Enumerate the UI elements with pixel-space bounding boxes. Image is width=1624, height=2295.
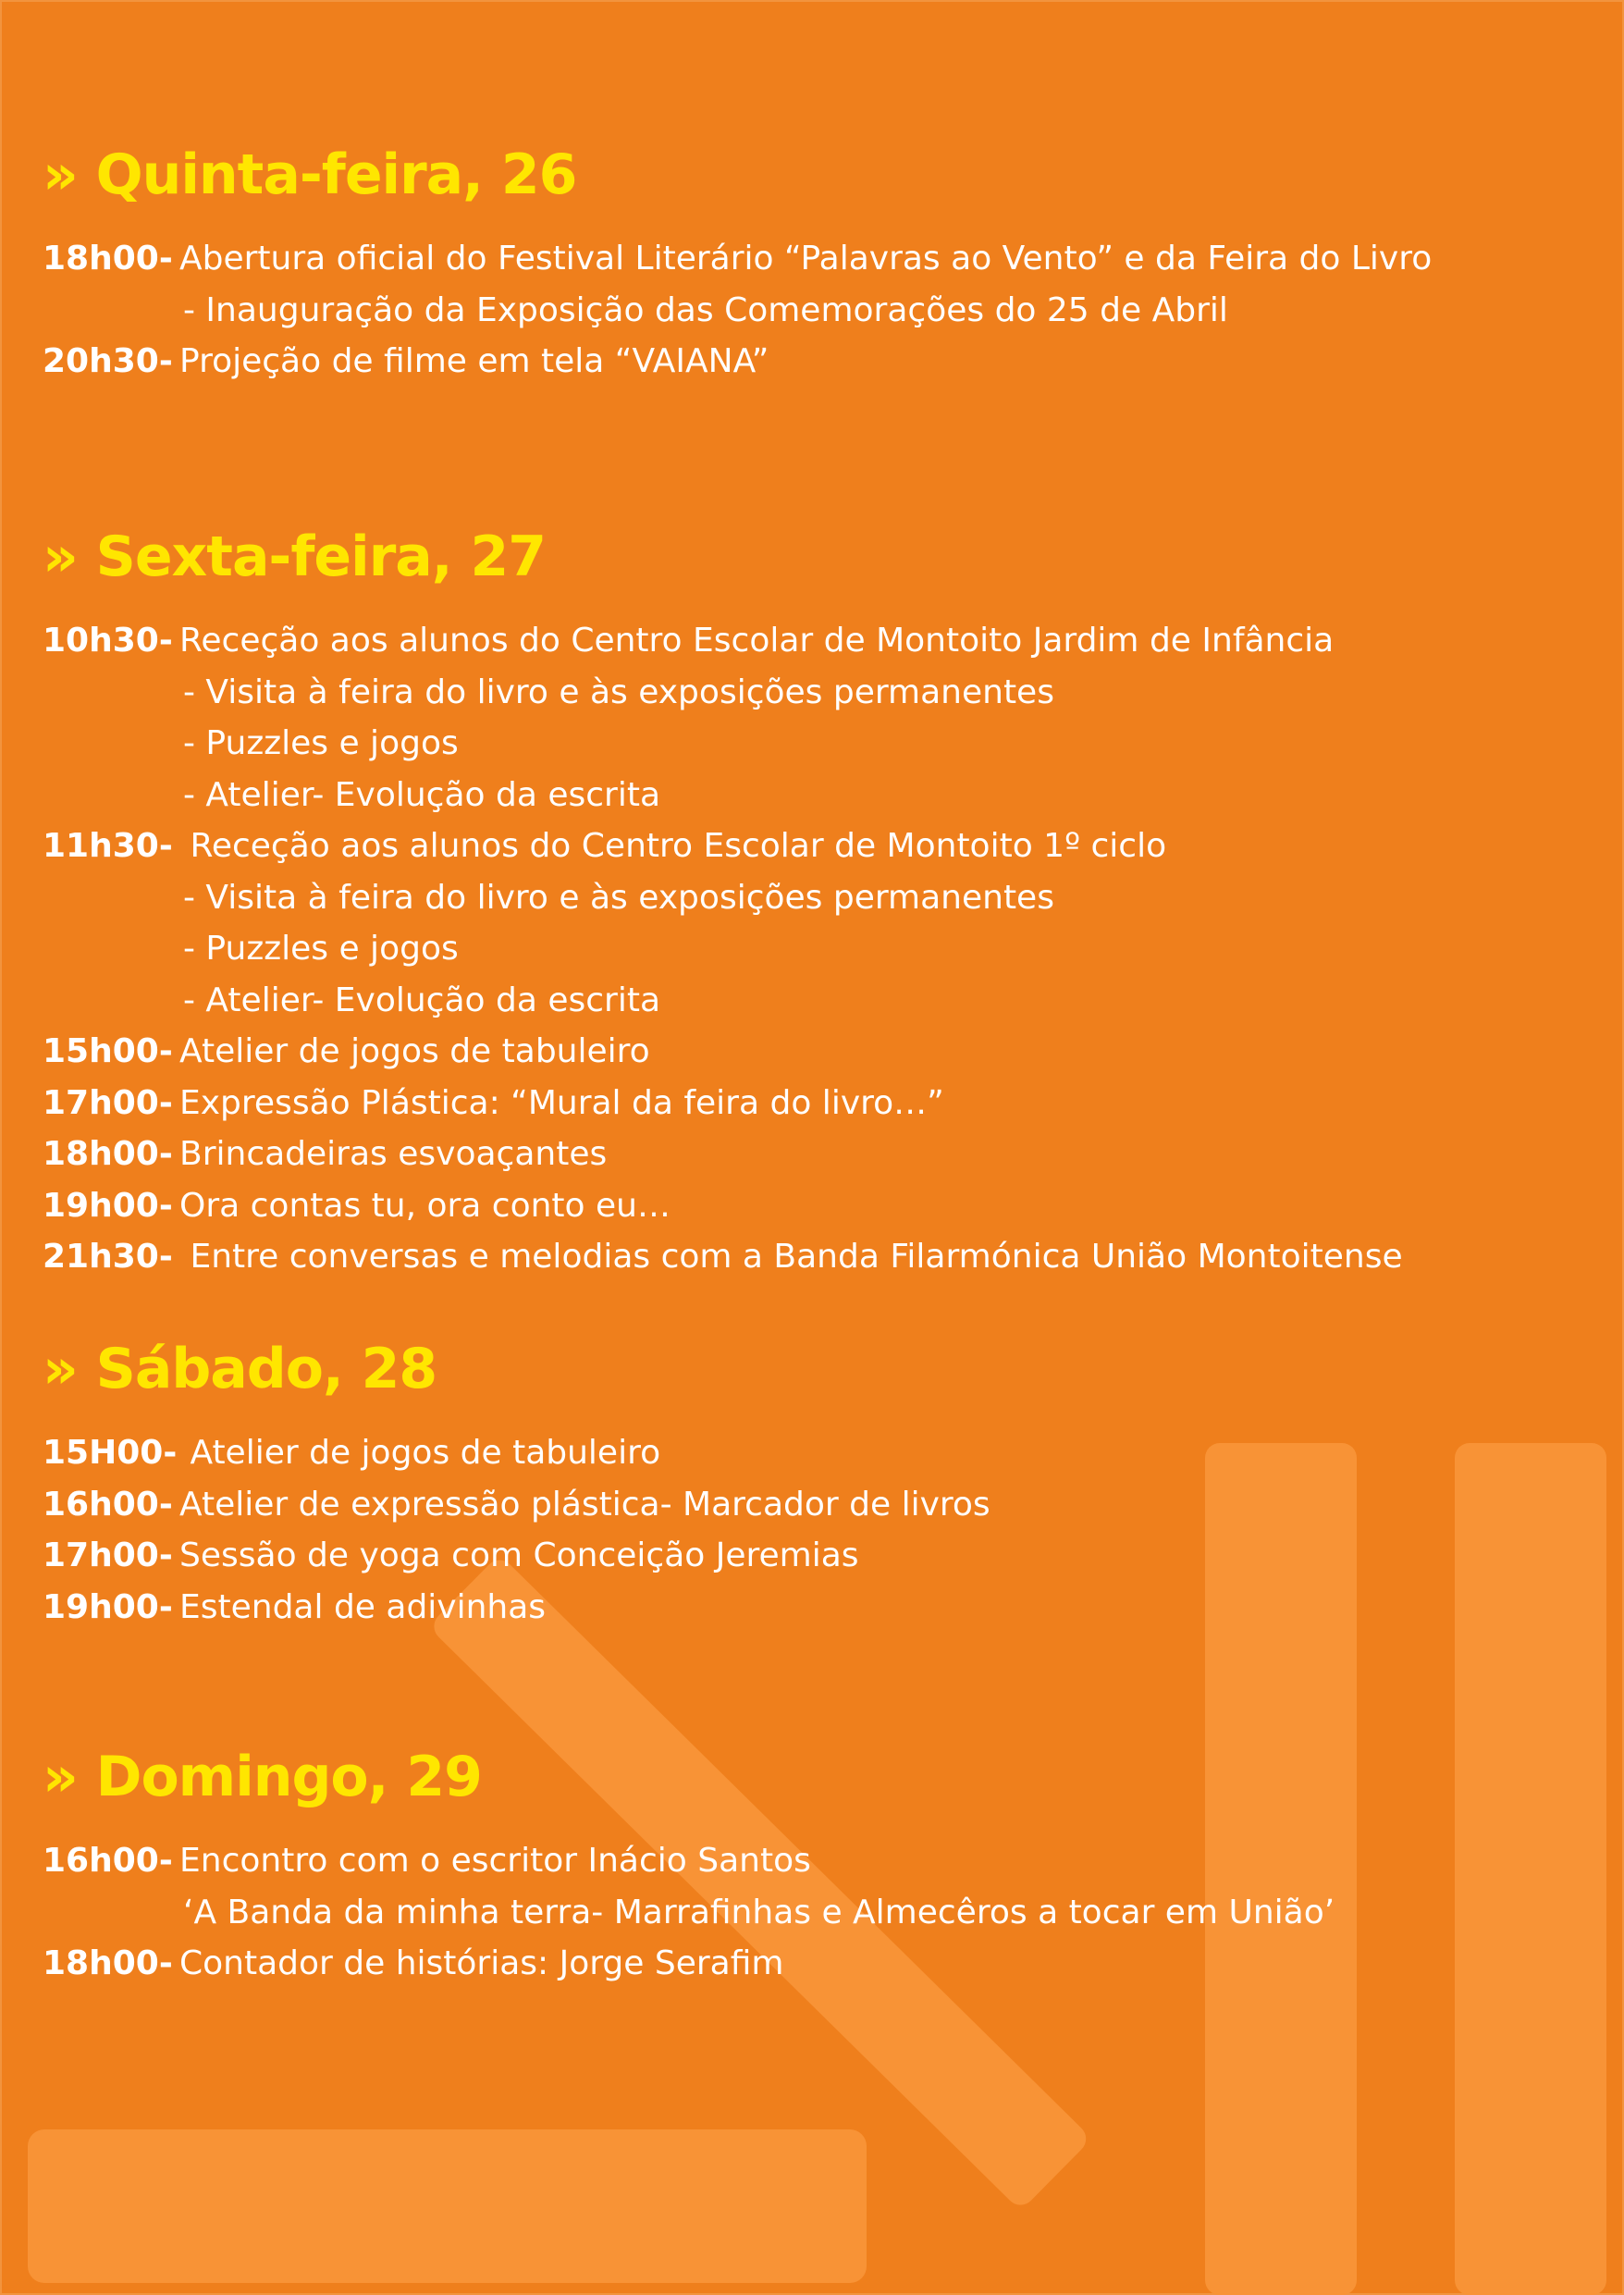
- event-line: [43, 923, 1596, 975]
- event-text: - Atelier- Evolução da escrita: [183, 775, 661, 814]
- event-time: 10h30-: [43, 622, 173, 660]
- event-text: - Puzzles e jogos: [183, 930, 459, 968]
- event-time: 16h00-: [43, 1842, 173, 1880]
- event-line: [43, 285, 1596, 337]
- event-text: Abertura oficial do Festival Literário “Palavras ao Vento” e da Feira do Livro: [179, 240, 1433, 278]
- event-line: [43, 1530, 1596, 1582]
- event-line: [43, 1180, 1596, 1232]
- event-text: Brincadeiras esvoaçantes: [179, 1135, 608, 1173]
- decorative-bottom-bar: [28, 2129, 867, 2283]
- event-text: - Inauguração da Exposição das Comemorações do 25 de Abril: [183, 290, 1228, 329]
- event-text: - Visita à feira do livro e às exposições permanentes: [183, 878, 1054, 917]
- event-line: [43, 233, 1596, 285]
- event-list: [43, 615, 1596, 1283]
- day-title: » Domingo, 29: [43, 1745, 482, 1809]
- event-time: 19h00-: [43, 1587, 173, 1626]
- event-line: [43, 1026, 1596, 1078]
- event-time: 17h00-: [43, 1536, 173, 1574]
- event-line: [43, 1938, 1596, 1990]
- event-line: [43, 1427, 1596, 1479]
- day-sunday: [43, 1745, 1596, 1990]
- event-line: [43, 1479, 1596, 1531]
- event-text: Encontro com o escritor Inácio Santos: [179, 1842, 811, 1880]
- event-time: 11h30-: [43, 827, 173, 865]
- event-time: 18h00-: [43, 240, 173, 278]
- event-time: 19h00-: [43, 1186, 173, 1225]
- event-time: 15H00-: [43, 1434, 178, 1472]
- event-time: 18h00-: [43, 1135, 173, 1173]
- event-text: Entre conversas e melodias com a Banda Filarmónica União Montoitense: [179, 1238, 1403, 1276]
- event-text: Projeção de filme em tela “VAIANA”: [179, 342, 769, 380]
- event-text: Ora contas tu, ora conto eu…: [179, 1186, 671, 1225]
- event-time: 15h00-: [43, 1032, 173, 1070]
- event-line: [43, 975, 1596, 1027]
- day-title: » Quinta-feira, 26: [43, 142, 577, 207]
- event-line: [43, 1887, 1596, 1939]
- event-text: Atelier de jogos de tabuleiro: [179, 1434, 661, 1472]
- event-text: Atelier de expressão plástica- Marcador de livros: [179, 1485, 990, 1524]
- event-line: [43, 1835, 1596, 1887]
- day-saturday: [43, 1337, 1596, 1633]
- day-friday: [43, 524, 1596, 1283]
- event-text: Receção aos alunos do Centro Escolar de Montoito 1º ciclo: [179, 827, 1167, 865]
- day-title: » Sexta-feira, 27: [43, 524, 546, 589]
- event-text: Receção aos alunos do Centro Escolar de Montoito Jardim de Infância: [179, 622, 1335, 660]
- event-time: 20h30-: [43, 342, 173, 380]
- event-text: - Puzzles e jogos: [183, 724, 459, 762]
- event-text: Estendal de adivinhas: [179, 1587, 547, 1626]
- event-line: [43, 872, 1596, 924]
- event-time: 16h00-: [43, 1485, 173, 1524]
- event-text: - Visita à feira do livro e às exposições permanentes: [183, 672, 1054, 711]
- event-time: 21h30-: [43, 1238, 173, 1276]
- day-title: » Sábado, 28: [43, 1337, 437, 1401]
- event-text: - Atelier- Evolução da escrita: [183, 981, 661, 1019]
- event-line: [43, 1231, 1596, 1283]
- event-list: [43, 1835, 1596, 1990]
- event-line: [43, 770, 1596, 821]
- event-line: [43, 1129, 1596, 1180]
- event-line: [43, 1582, 1596, 1634]
- event-time: 17h00-: [43, 1083, 173, 1122]
- event-line: [43, 336, 1596, 388]
- event-list: [43, 233, 1596, 388]
- event-text: Atelier de jogos de tabuleiro: [179, 1032, 650, 1070]
- event-line: [43, 667, 1596, 719]
- event-time: 18h00-: [43, 1944, 173, 1982]
- day-thursday: [43, 142, 1596, 388]
- event-line: [43, 1078, 1596, 1129]
- event-line: [43, 821, 1596, 872]
- event-text: Expressão Plástica: “Mural da feira do livro…”: [179, 1083, 944, 1122]
- event-text: Contador de histórias: Jorge Serafim: [179, 1944, 784, 1982]
- event-line: [43, 718, 1596, 770]
- event-text: ‘A Banda da minha terra- Marrafinhas e Almecêros a tocar em União’: [183, 1893, 1335, 1931]
- event-list: [43, 1427, 1596, 1633]
- event-text: Sessão de yoga com Conceição Jeremias: [179, 1536, 859, 1574]
- event-line: [43, 615, 1596, 667]
